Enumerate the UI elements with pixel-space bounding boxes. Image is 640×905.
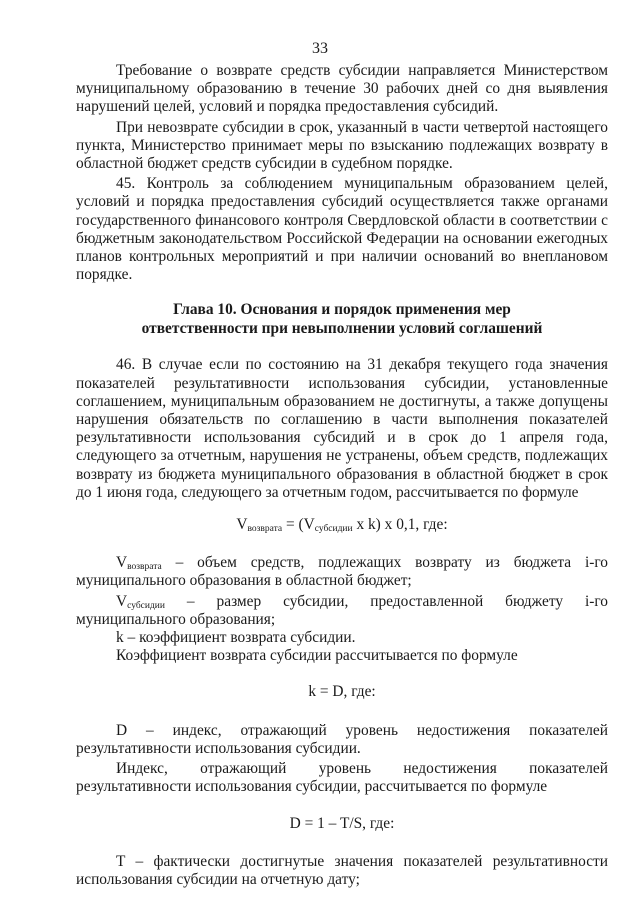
definition-d: D – индекс, отражающий уровень недостижения показателей результативности использования субсидии.	[76, 721, 608, 757]
paragraph-refund-demand: Требование о возврате средств субсидии направляется Министерством муниципальному образованию в течение 30 рабочих дней со дня выявления нарушений целей, условий и порядка предоставления субсидий.	[76, 62, 608, 116]
formula-middle: = (V	[282, 516, 315, 534]
definition-k: k – коэффициент возврата субсидии.	[116, 629, 356, 647]
definition-v-subsidy-text: – размер субсидии, предоставленной бюджету i-го муниципального образования;	[76, 592, 608, 628]
paragraph-item-46: 46. В случае если по состоянию на 31 декабря текущего года значения показателей результативности использования субсидии, установленные соглашением, муниципальным образованием не достигнуты, а также допущены нарушения обязательств по соглашению в части выполнения показателей результативности использования субсидий и в срок до 1 апреля года, следующего за отчетным, нарушения не устранены, объем средств, подлежащих возврату из бюджета муниципального образования в областной бюджет в срок до 1 июня года, следующего за отчетным годом, рассчитывается по формуле	[76, 356, 608, 501]
definition-v-return-symbol: V	[116, 554, 128, 572]
definition-v-return-subscript: возврата	[127, 562, 162, 573]
paragraph-item-45: 45. Контроль за соблюдением муниципальным образованием целей, условий и порядка предоставления субсидий осуществляется также органами государственного финансового контроля Свердловской области в соответствии с бюджетным законодательством Российской Федерации на основании ежегодных планов контрольных мероприятий и при наличии оснований во внеплановом порядке.	[76, 175, 608, 284]
paragraph-d-intro: Индекс, отражающий уровень недостижения показателей результативности использования субсидии, рассчитывается по формуле	[76, 760, 608, 796]
definition-v-return	[76, 554, 608, 590]
document-body	[76, 62, 608, 889]
definition-v-return-text: – объем средств, подлежащих возврату из бюджета i-го муниципального образования в областной бюджет;	[76, 554, 608, 590]
definition-v-subsidy	[76, 593, 608, 629]
chapter-heading-line-1: Глава 10. Основания и порядок применения мер	[173, 301, 511, 319]
formula-d: D = 1 – T/S, где:	[289, 814, 395, 832]
formula-end: x k) x 0,1, где:	[352, 516, 448, 534]
chapter-heading	[76, 300, 608, 338]
chapter-heading-line-2: ответственности при невыполнении условий соглашений	[141, 320, 543, 338]
formula-subscript-subsidy: субсидии	[314, 524, 353, 535]
formula-subscript-return: возврата	[247, 524, 283, 535]
definition-v-subsidy-symbol: V	[116, 592, 128, 610]
formula-v-symbol: V	[236, 516, 248, 534]
definition-v-subsidy-subscript: субсидии	[127, 600, 165, 611]
page-number: 33	[312, 40, 328, 57]
formula-k: k = D, где:	[308, 683, 376, 701]
paragraph-k-intro: Коэффициент возврата субсидии рассчитывается по формуле	[116, 647, 518, 665]
formula-return-volume	[76, 516, 608, 534]
definition-t: T – фактически достигнутые значения показателей результативности использования субсидии на отчетную дату;	[76, 852, 608, 888]
paragraph-non-return: При невозврате субсидии в срок, указанный в части четвертой настоящего пункта, Министерство принимает меры по взысканию подлежащих возврату в областной бюджет средств субсидии в судебном порядке.	[76, 118, 608, 173]
